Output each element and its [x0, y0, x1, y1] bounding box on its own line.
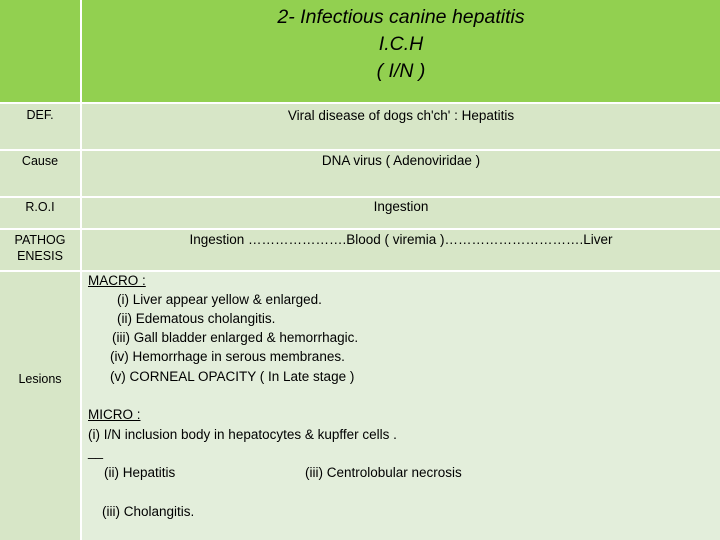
def-value: Viral disease of dogs ch'ch' : Hepatitis	[287, 108, 515, 123]
macro-item-2: (ii) Edematous cholangitis.	[117, 311, 276, 326]
cause-label: Cause	[21, 154, 59, 168]
def-value-cell	[82, 104, 720, 149]
lesions-label: Lesions	[18, 372, 62, 386]
micro-item-3: (iii) Centrolobular necrosis	[305, 465, 462, 480]
cause-value: DNA virus ( Adenoviridae )	[321, 153, 481, 168]
pathogenesis-value-cell	[82, 230, 720, 270]
lesions-label-cell	[0, 272, 80, 540]
micro-item-4: (iii) Cholangitis.	[102, 504, 195, 519]
page-title	[82, 4, 720, 85]
def-label-cell	[0, 104, 80, 149]
macro-item-1: (i) Liver appear yellow & enlarged.	[117, 292, 322, 307]
cause-value-cell	[82, 151, 720, 196]
roi-value: Ingestion	[373, 199, 429, 214]
roi-label-cell	[0, 198, 80, 228]
def-label: DEF.	[26, 108, 54, 122]
macro-heading: MACRO :	[88, 273, 146, 288]
roi-value-cell	[82, 198, 720, 228]
pathogenesis-value: Ingestion ………………….Blood ( viremia )………………………….Liver	[189, 232, 613, 247]
micro-item-2: (ii) Hepatitis	[104, 465, 176, 480]
pathogenesis-label-line-1: PATHOG	[14, 233, 66, 247]
micro-item-1: (i) I/N inclusion body in hepatocytes & kupffer cells .	[88, 427, 397, 442]
title-line-2: I.C.H	[378, 33, 424, 55]
macro-item-4: (iv) Hemorrhage in serous membranes.	[110, 349, 345, 364]
micro-heading: MICRO :	[88, 407, 141, 422]
pathogenesis-label-cell	[0, 230, 80, 270]
pathogenesis-label-line-2: ENESIS	[17, 248, 63, 263]
title-line-3: ( I/N )	[376, 60, 426, 82]
header-label-cell	[0, 0, 80, 102]
macro-item-5: (v) CORNEAL OPACITY ( In Late stage )	[110, 369, 355, 384]
cause-label-cell	[0, 151, 80, 196]
macro-item-3: (iii) Gall bladder enlarged & hemorrhagic.	[112, 330, 359, 345]
micro-dash: __	[88, 444, 104, 459]
roi-label: R.O.I	[25, 200, 55, 214]
title-line-1: 2- Infectious canine hepatitis	[277, 6, 525, 28]
